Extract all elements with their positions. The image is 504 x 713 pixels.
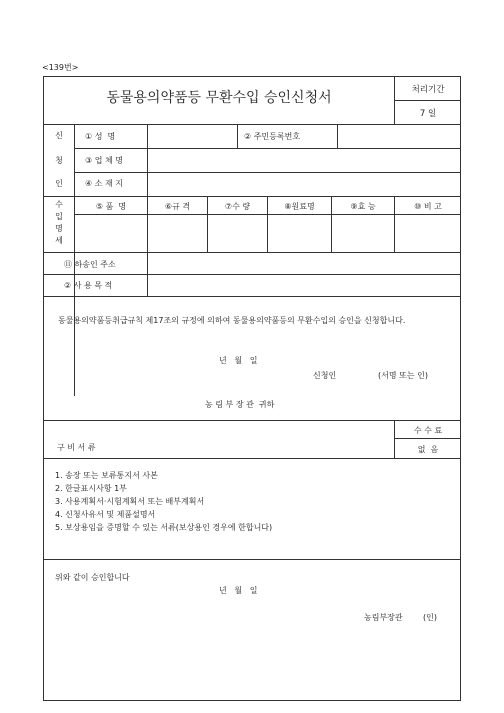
approval-text: 위와 같이 승인합니다 [55,573,130,582]
consignor-address-field[interactable] [148,253,460,273]
form-title: 동물용의약품등 무환수입 승인신청서 [106,90,332,106]
resident-number-field[interactable] [338,125,460,147]
application-statement: 동물용의약품등취급규칙 제17조의 규정에 의하여 동물용의약품등의 무환수입의 승인을 신청합니다. [58,316,406,325]
fee-value: 없 음 [417,445,439,454]
signature-note: (서명 또는 인) [378,371,428,380]
applicant-side-label-2: 청 [55,156,63,165]
address-label: ④ 소 재 지 [85,179,123,188]
processing-period-label: 처리기간 [411,85,445,95]
col-raw-material: ⑧원료명 [284,202,315,211]
applicant-signature-label: 신청인 [313,371,337,380]
import-side-label-2: 입 [55,212,63,221]
col-quantity: ⑦수 량 [224,202,251,211]
approval-signer: 농림부장관 [364,613,403,622]
import-side-label-4: 세 [55,236,63,245]
consignor-address-label: ⑪ 하송인 주소 [64,260,116,269]
applicant-side-label-3: 인 [55,179,63,188]
import-side-label-1: 수 [55,200,63,209]
col-remarks: ⑩ 비 고 [414,202,442,211]
document-item-3: 3. 사용계획서·시험계획서 또는 배부계획서 [55,497,205,506]
approval-date: 년 월 일 [219,586,258,595]
applicant-side-label-1: 신 [55,131,63,140]
document-item-2: 2. 한글표시사항 1부 [55,484,127,493]
purpose-field[interactable] [148,275,460,295]
col-efficacy: ⑨효 능 [350,202,376,211]
document-item-4: 4. 신청사유서 및 제품설명서 [55,510,156,519]
purpose-label: ② 사 용 목 적 [64,281,113,290]
col-specification: ⑥규 격 [164,202,191,211]
document-item-1: 1. 송장 또는 보류통지서 사본 [55,471,158,480]
address-field[interactable] [148,173,460,195]
application-date: 년 월 일 [219,356,258,365]
form-number: <139번> [42,63,79,72]
company-field[interactable] [148,149,460,171]
approval-seal: (인) [423,613,437,622]
fee-label: 수 수 료 [413,426,443,435]
name-label: ① 성 명 [85,132,116,141]
processing-period-value: 7 일 [419,109,437,119]
import-side-label-3: 명 [55,224,63,233]
resident-number-label: ② 주민등록번호 [244,132,301,141]
documents-label: 구 비 서 류 [57,443,96,452]
addressee: 농 림 부 장 관 귀하 [205,400,275,409]
company-label: ③ 업 체 명 [85,156,123,165]
name-field[interactable] [148,125,236,147]
document-item-5: 5. 보상용임을 증명할 수 있는 서류(보상용인 경우에 한합니다) [55,523,273,532]
col-product-name: ⑤ 품 명 [95,202,127,211]
